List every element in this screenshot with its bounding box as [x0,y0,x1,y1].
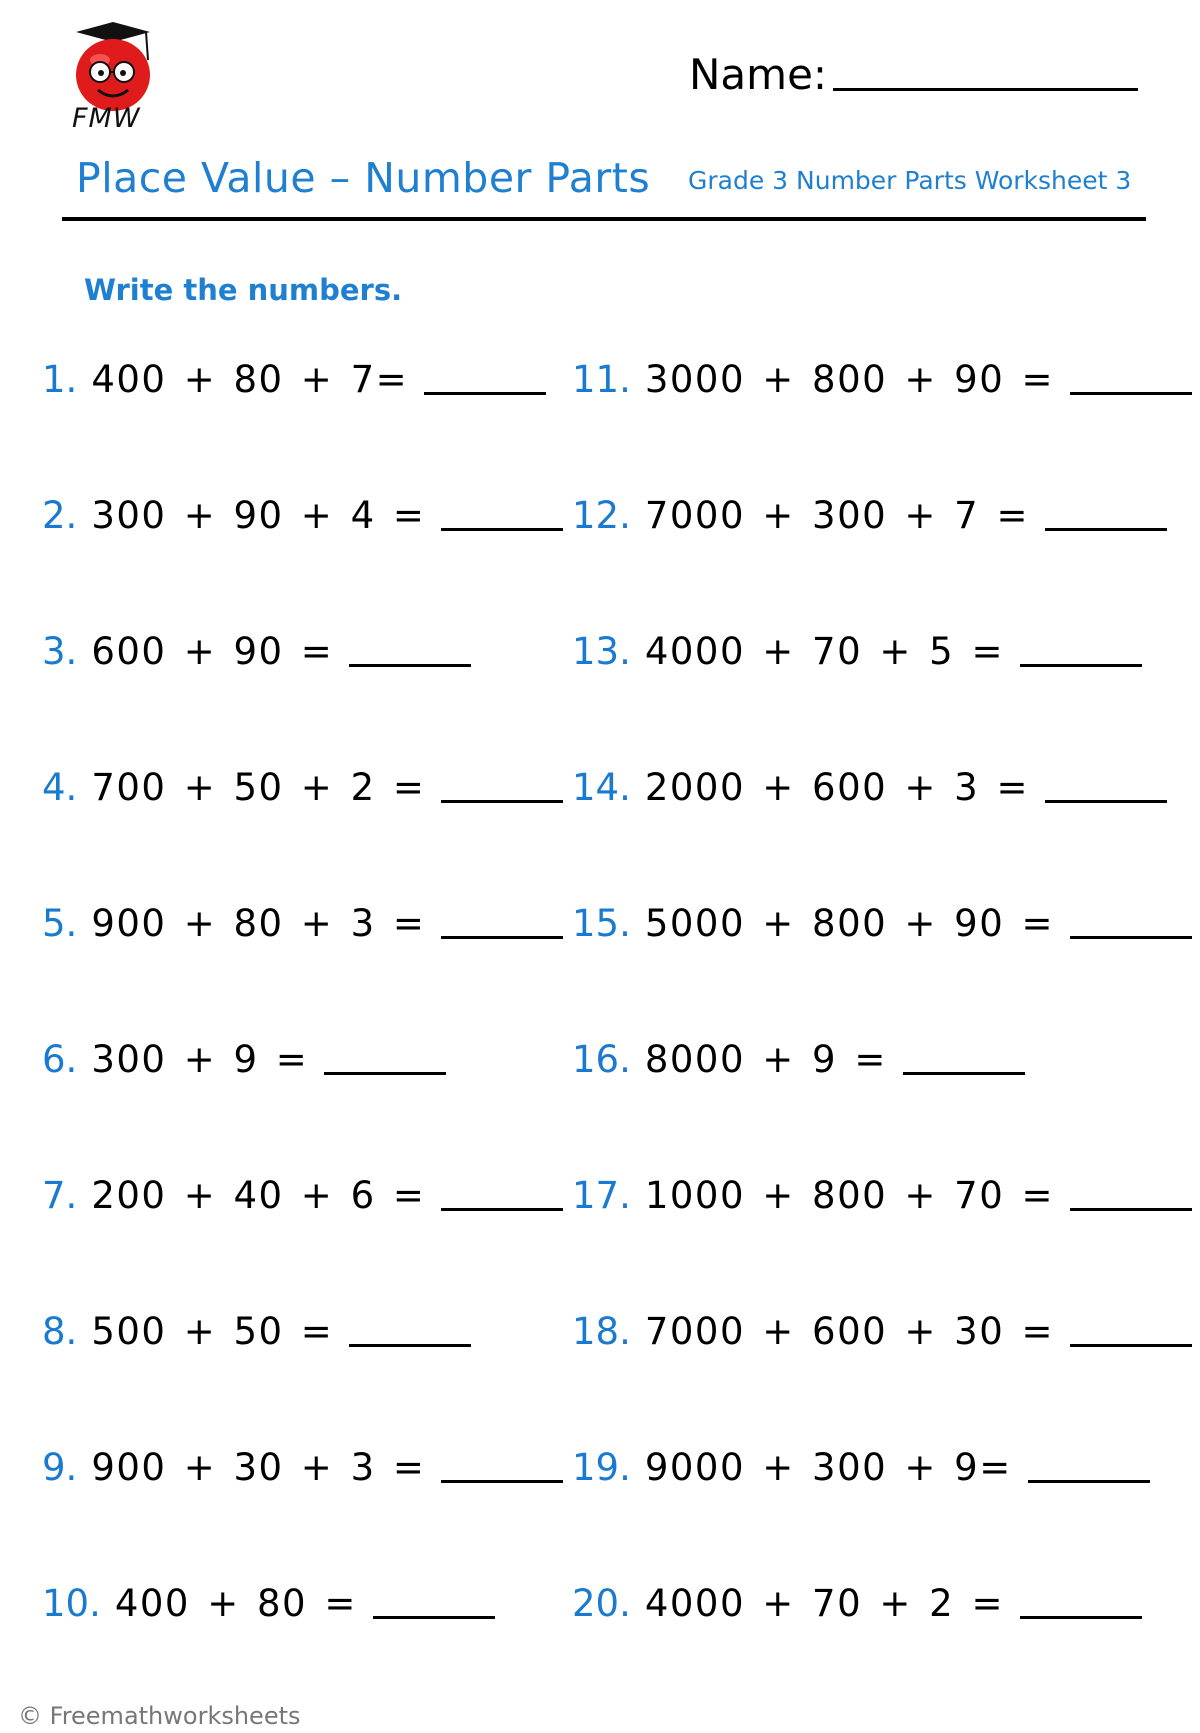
problem-expression: 400 + 80 = [114,1582,357,1625]
problem-expression: 5000 + 800 + 90 = [644,902,1055,945]
problem-6 [42,1031,446,1081]
copyright-footer: © Freemathworksheets [18,1702,301,1730]
problem-number: 15. [572,902,631,945]
problem-number: 9. [42,1446,78,1489]
problem-expression: 900 + 30 + 3 = [91,1446,426,1489]
problem-4 [42,759,563,809]
problem-expression: 1000 + 800 + 70 = [644,1174,1055,1217]
answer-blank[interactable] [1070,1343,1192,1347]
problem-number: 19. [572,1446,631,1489]
problem-expression: 9000 + 300 + 9= [644,1446,1012,1489]
problem-5 [42,895,563,945]
answer-blank[interactable] [1070,1207,1192,1211]
problem-number: 7. [42,1174,78,1217]
problem-number: 4. [42,766,78,809]
worksheet-title: Place Value – Number Parts [76,154,651,202]
answer-blank[interactable] [373,1615,495,1619]
problem-expression: 2000 + 600 + 3 = [644,766,1029,809]
problem-number: 13. [572,630,631,673]
problem-8 [42,1303,471,1353]
problem-12 [572,487,1167,537]
answer-blank[interactable] [424,391,546,395]
problem-number: 5. [42,902,78,945]
problem-expression: 600 + 90 = [91,630,334,673]
problem-number: 17. [572,1174,631,1217]
problem-expression: 900 + 80 + 3 = [91,902,426,945]
problem-number: 6. [42,1038,78,1081]
problem-number: 12. [572,494,631,537]
problem-20 [572,1575,1142,1625]
answer-blank[interactable] [1028,1479,1150,1483]
problem-number: 18. [572,1310,631,1353]
problem-expression: 200 + 40 + 6 = [91,1174,426,1217]
answer-blank[interactable] [324,1071,446,1075]
answer-blank[interactable] [441,935,563,939]
answer-blank[interactable] [441,527,563,531]
logo-text: FMW [72,103,141,134]
header-divider [62,217,1146,221]
problem-expression: 400 + 80 + 7= [91,358,409,401]
answer-blank[interactable] [1020,663,1142,667]
problem-16 [572,1031,1025,1081]
answer-blank[interactable] [441,1207,563,1211]
problem-3 [42,623,471,673]
problem-15 [572,895,1192,945]
answer-blank[interactable] [349,663,471,667]
problem-expression: 3000 + 800 + 90 = [644,358,1055,401]
problem-expression: 7000 + 300 + 7 = [644,494,1029,537]
problem-number: 2. [42,494,78,537]
answer-blank[interactable] [441,1479,563,1483]
problem-17 [572,1167,1192,1217]
problem-18 [572,1303,1192,1353]
problem-expression: 4000 + 70 + 2 = [644,1582,1004,1625]
answer-blank[interactable] [1070,391,1192,395]
problem-number: 10. [42,1582,101,1625]
problem-number: 11. [572,358,631,401]
answer-blank[interactable] [349,1343,471,1347]
name-field[interactable] [833,88,1138,91]
problem-number: 8. [42,1310,78,1353]
problem-13 [572,623,1142,673]
problem-number: 3. [42,630,78,673]
answer-blank[interactable] [1070,935,1192,939]
answer-blank[interactable] [1020,1615,1142,1619]
problem-expression: 500 + 50 = [91,1310,334,1353]
answer-blank[interactable] [903,1071,1025,1075]
problem-11 [572,351,1192,401]
answer-blank[interactable] [1045,799,1167,803]
answer-blank[interactable] [441,799,563,803]
problem-1 [42,351,546,401]
problem-2 [42,487,563,537]
problem-number: 20. [572,1582,631,1625]
problem-number: 16. [572,1038,631,1081]
problem-7 [42,1167,563,1217]
problem-expression: 300 + 90 + 4 = [91,494,426,537]
problem-number: 1. [42,358,78,401]
problem-9 [42,1439,563,1489]
problem-expression: 4000 + 70 + 5 = [644,630,1004,673]
problem-14 [572,759,1167,809]
problem-10 [42,1575,495,1625]
answer-blank[interactable] [1045,527,1167,531]
problem-number: 14. [572,766,631,809]
name-label: Name: [689,50,828,99]
problem-expression: 7000 + 600 + 30 = [644,1310,1055,1353]
problem-19 [572,1439,1150,1489]
instructions: Write the numbers. [84,273,403,307]
worksheet-subtitle: Grade 3 Number Parts Worksheet 3 [688,166,1132,195]
problem-expression: 300 + 9 = [91,1038,309,1081]
problem-expression: 700 + 50 + 2 = [91,766,426,809]
problem-expression: 8000 + 9 = [644,1038,887,1081]
